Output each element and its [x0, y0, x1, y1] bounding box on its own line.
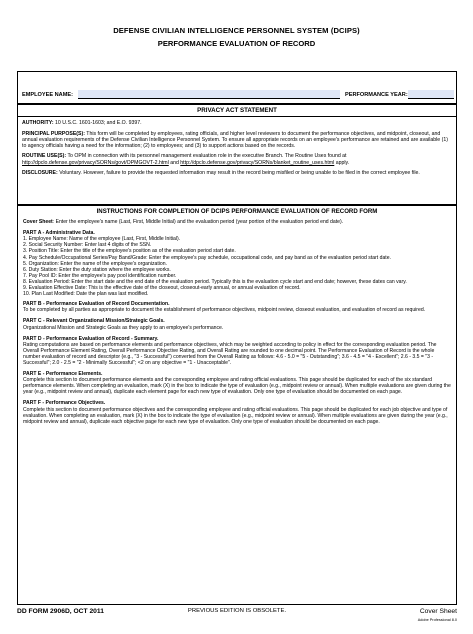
- part-e-section: [23, 371, 451, 395]
- routine-use-end: apply.: [334, 159, 350, 166]
- part-e-title: PART E - Performance Elements.: [23, 371, 103, 378]
- part-a-item: 7. Pay Pool ID: Enter the employee's pay pool identification number.: [23, 272, 177, 279]
- part-f-title: PART F - Performance Objectives.: [23, 400, 106, 407]
- performance-year-field[interactable]: [408, 90, 454, 99]
- part-a-item: 8. Evaluation Period: Enter the start date and the end date of the evaluation period. Typically this is the evaluation cycle start and end date; however, these dates can vary.: [23, 278, 407, 285]
- previous-edition-note: PREVIOUS EDITION IS OBSOLETE.: [187, 608, 287, 614]
- employee-name-label: EMPLOYEE NAME:: [22, 92, 73, 98]
- part-c-title: PART C - Relevant Organizational Mission/Strategic Goals.: [23, 318, 165, 325]
- part-f-text: Complete this section to document performance objectives and the corresponding employee and rating official evaluations. This page should be duplicated for each job objective and type of evaluation. When completing an evaluation, mark (X) in the box to indicate the type of evaluation (e.g., midpoint review or annual). When multiple evaluations are given during the year (e.g., midpoint review and annual), duplicate each objective page for each new type of evaluation. Only one type of evaluation should be documented on each page.: [23, 406, 448, 425]
- authority-paragraph: [22, 120, 452, 126]
- cover-sheet-paragraph: [23, 219, 451, 225]
- part-a-item: 2. Social Security Number: Enter last 4 digits of the SSN.: [23, 242, 152, 249]
- form-title-line1: DEFENSE CIVILIAN INTELLIGENCE PERSONNEL SYSTEM (DCIPS): [113, 26, 360, 35]
- part-d-text: Rating computations are based on performance elements and performance objectives, which may be weighted according to policy in effect for the corresponding evaluation period. The Overall Performance Element Rating, Overall Performance Objective Rating, and Overall Rating are rounded to one decimal point. The Performance Evaluation of Record is the whole number evaluation of record and descriptor (e.g., "3 - Successful") converted from the Overall Rating as follows: 4.6 - 5.0 = "5 - Outstanding"; 3.6 - 4.5 = "4 - Excellent"; 2.6 - 3.5 = "3 - Successful"; 2.0 - 2.5 = "2 - Minimally Successful"; <2 on any objective = "1 - Unacceptable".: [23, 341, 437, 366]
- purpose-text: This form will be completed by employees, rating officials, and higher level reviewers to document the performance objectives, and midpoint, closeout, and annual evaluation requirements of the Defense Civilian Intelligence Personnel System. To ensure all appropriate records on an employee's performance are retained and are available (1) to agency officials having a need for the information; (2) to employees; and (3) to support actions based on the records.: [22, 130, 448, 150]
- part-f-section: [23, 400, 451, 424]
- privacy-body: [18, 117, 456, 176]
- instructions-box: [17, 205, 457, 605]
- part-a-item: 3. Position Title: Enter the title of the employee's position as of the evaluation period start date.: [23, 248, 236, 255]
- page-label: Cover Sheet: [419, 608, 457, 615]
- routine-use-paragraph: [22, 153, 452, 166]
- part-e-text: Complete this section to document performance elements and the corresponding employee and rating official evaluations. This page should be duplicated for each of the six standard performance elements. When completing an evaluation, mark (X) in the box to indicate the type of evaluation (e.g., midpoint review or annual). When multiple evaluations are given during the year (e.g., midpoint review and annual), duplicate each element page for each new type of evaluation. Only one type of evaluation should be documented on each page.: [23, 377, 451, 396]
- part-a-title: PART A - Administrative Data.: [23, 230, 95, 237]
- part-c-section: [23, 318, 451, 330]
- cover-sheet-label: Cover Sheet: [23, 219, 53, 226]
- purpose-paragraph: [22, 131, 452, 150]
- purpose-label: PRINCIPAL PURPOSE(S):: [22, 130, 85, 137]
- employee-name-field[interactable]: [78, 90, 340, 99]
- employee-info-box: [17, 71, 457, 104]
- instructions-title: INSTRUCTIONS FOR COMPLETION OF DCIPS PERFORMANCE EVALUATION OF RECORD FORM: [96, 208, 378, 215]
- authority-label: AUTHORITY:: [22, 120, 54, 127]
- part-b-title: PART B - Performance Evaluation of Record Documentation.: [23, 301, 170, 308]
- part-a-item: 5. Organization: Enter the name of the employee's organization.: [23, 260, 167, 267]
- part-c-text: Organizational Mission and Strategic Goals as they apply to an employee's performance.: [23, 324, 224, 331]
- routine-use-text: To OPM in connection with its personnel management evaluation role in the executive Branch. The Routine Uses found at: [66, 153, 347, 160]
- form-title-line2: PERFORMANCE EVALUATION OF RECORD: [157, 39, 316, 48]
- performance-year-label: PERFORMANCE YEAR:: [345, 92, 408, 98]
- form-footer: [17, 606, 457, 628]
- privacy-title: PRIVACY ACT STATEMENT: [18, 108, 456, 117]
- part-a-item: 4. Pay Schedule/Occupational Series/Pay Band/Grade: Enter the employee's pay schedule, occupational code, and pay band as of the evaluation period start date.: [23, 254, 391, 261]
- routine-use-and: and: [168, 159, 181, 166]
- form-number: DD FORM 2906D, OCT 2011: [17, 608, 104, 615]
- part-a-item: 1. Employee Name: Name of the employee (Last, First, Middle Initial).: [23, 236, 181, 243]
- authority-text: 10 U.S.C. 1601-1603; and E.O. 9397.: [53, 120, 142, 127]
- part-d-section: [23, 336, 451, 366]
- routine-use-link-blanket[interactable]: http://dpclo.defense.gov/privacy/SORNs/blanket_routine_uses.html: [180, 159, 335, 166]
- part-a-section: [23, 230, 451, 297]
- disclosure-text: Voluntary. However, failure to provide the requested information may result in the record being misfiled or being unable to be filed in the correct employee file.: [57, 170, 420, 177]
- disclosure-label: DISCLOSURE:: [22, 170, 58, 177]
- part-a-item: 10. Plan Last Modified: Date the plan was last modified.: [23, 291, 149, 298]
- part-b-text: To be completed by all parties as appropriate to document the establishment of performance objectives, midpoint review, closeout evaluation, and evaluation of record as required.: [23, 307, 426, 314]
- disclosure-paragraph: [22, 170, 452, 176]
- part-a-item: 6. Duty Station: Enter the duty station where the employee works.: [23, 266, 171, 273]
- privacy-act-statement: [17, 104, 457, 205]
- part-b-section: [23, 301, 451, 313]
- cover-sheet-text: : Enter the employee's name (Last, First, Middle Initial) and the evaluation period (year portion of the evaluation period end date).: [52, 219, 344, 226]
- part-d-title: PART D - Performance Evaluation of Record - Summary.: [23, 335, 159, 342]
- instructions-body: [18, 215, 456, 425]
- software-note: Adobe Professional 8.0: [417, 618, 457, 622]
- routine-use-label: ROUTINE USE(S):: [22, 153, 67, 160]
- routine-use-link-opm[interactable]: http://dpclo.defense.gov/privacy/SORNs/govt/OPMGOVT-2.html: [22, 159, 169, 166]
- part-a-item: 9. Evaluation Effective Date: This is the effective date of the closeout, closeout-early annual, or annual evaluation of record.: [23, 285, 301, 292]
